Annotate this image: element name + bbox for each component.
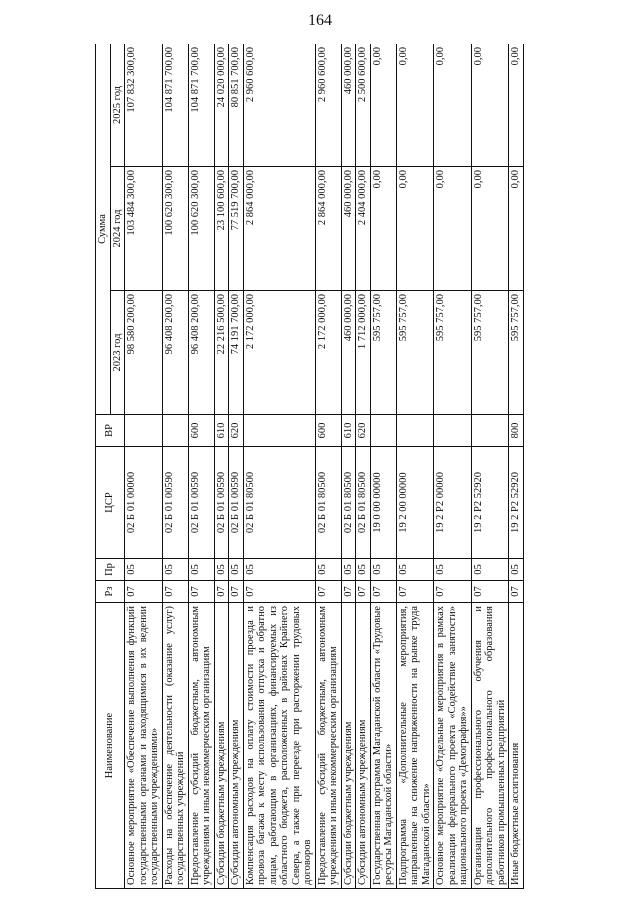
cell-rz: 07 xyxy=(471,581,509,603)
cell-name: Предоставление субсидий бюджетным, автономным учреждениям и иным некоммерческим организациям xyxy=(188,603,214,889)
cell-vr: 610 xyxy=(214,415,229,447)
cell-name: Субсидии автономным учреждениям xyxy=(229,603,244,889)
cell-pr: 05 xyxy=(243,559,315,581)
cell-name: Организация профессионального обучения и дополнительного профессионального образования работников промышленных предприятий xyxy=(471,603,509,889)
cell-pr: 05 xyxy=(214,559,229,581)
cell-2023: 595 757,00 xyxy=(434,291,472,415)
cell-2025: 0,00 xyxy=(370,44,396,167)
table-row xyxy=(341,44,356,889)
cell-2025: 0,00 xyxy=(471,44,509,167)
cell-pr: 05 xyxy=(471,559,509,581)
cell-2025: 460 000,00 xyxy=(341,44,356,167)
cell-2023: 595 757,00 xyxy=(509,291,524,415)
cell-pr: 05 xyxy=(162,559,188,581)
cell-pr: 05 xyxy=(125,559,163,581)
table-body xyxy=(125,44,524,889)
cell-name: Основное мероприятие «Обеспечение выполнения функций государственными органами и находящимися в их ведении государственными учреждениями» xyxy=(125,603,163,889)
budget-table xyxy=(95,44,524,889)
cell-2024: 103 484 300,00 xyxy=(125,167,163,291)
cell-2024: 2 864 000,00 xyxy=(315,167,341,291)
cell-csr: 19 2 00 00000 xyxy=(396,447,434,559)
cell-pr: 05 xyxy=(396,559,434,581)
cell-csr: 02 Б 01 00590 xyxy=(188,447,214,559)
table-row xyxy=(188,44,214,889)
cell-rz: 07 xyxy=(434,581,472,603)
table-row xyxy=(162,44,188,889)
header-2023: 2023 год xyxy=(110,291,125,415)
header-2024: 2024 год xyxy=(110,167,125,291)
cell-2023: 595 757,00 xyxy=(471,291,509,415)
cell-pr: 05 xyxy=(370,559,396,581)
header-csr: ЦСР xyxy=(96,447,125,559)
cell-2025: 0,00 xyxy=(509,44,524,167)
cell-csr: 02 Б 01 00000 xyxy=(125,447,163,559)
cell-2025: 0,00 xyxy=(396,44,434,167)
cell-2025: 104 871 700,00 xyxy=(188,44,214,167)
cell-2023: 74 191 700,00 xyxy=(229,291,244,415)
table-row xyxy=(356,44,371,889)
cell-2024: 460 000,00 xyxy=(341,167,356,291)
table-row xyxy=(370,44,396,889)
header-name: Наименование xyxy=(96,603,125,889)
cell-name: Субсидии автономным учреждениям xyxy=(356,603,371,889)
cell-vr xyxy=(471,415,509,447)
cell-2024: 0,00 xyxy=(471,167,509,291)
cell-pr: 05 xyxy=(229,559,244,581)
cell-vr: 600 xyxy=(188,415,214,447)
rotated-table-area xyxy=(95,44,590,889)
cell-2025: 2 500 600,00 xyxy=(356,44,371,167)
cell-vr: 600 xyxy=(315,415,341,447)
cell-vr xyxy=(162,415,188,447)
cell-csr: 19 2 P2 52920 xyxy=(509,447,524,559)
cell-rz: 07 xyxy=(396,581,434,603)
cell-2023: 595 757,00 xyxy=(396,291,434,415)
table-row xyxy=(396,44,434,889)
cell-rz: 07 xyxy=(125,581,163,603)
header-rz: Рз xyxy=(96,581,125,603)
cell-2025: 80 851 700,00 xyxy=(229,44,244,167)
cell-rz: 07 xyxy=(341,581,356,603)
cell-rz: 07 xyxy=(214,581,229,603)
cell-2023: 98 580 200,00 xyxy=(125,291,163,415)
cell-rz: 07 xyxy=(229,581,244,603)
cell-name: Компенсация расходов на оплату стоимости проезда и провоза багажа к месту использования отпуска и обратно лицам, работающим в организациях, финансируемых из областного бюджета, расположенных в районах Крайнего Севера, а также при переезде при расторжении трудовых договоров xyxy=(243,603,315,889)
cell-pr: 05 xyxy=(188,559,214,581)
cell-name: Основное мероприятие «Отдельные мероприятия в рамках реализации федерального проекта «Содействие занятости» национального проекта «Демография»» xyxy=(434,603,472,889)
cell-pr: 05 xyxy=(341,559,356,581)
cell-vr: 610 xyxy=(341,415,356,447)
cell-2025: 107 832 300,00 xyxy=(125,44,163,167)
page-number: 164 xyxy=(308,12,332,29)
header-vr: ВР xyxy=(96,415,125,447)
cell-pr: 05 xyxy=(509,559,524,581)
table-row xyxy=(214,44,229,889)
cell-2023: 460 000,00 xyxy=(341,291,356,415)
cell-2025: 24 020 000,00 xyxy=(214,44,229,167)
cell-2024: 23 100 600,00 xyxy=(214,167,229,291)
cell-2025: 2 960 600,00 xyxy=(243,44,315,167)
cell-vr xyxy=(243,415,315,447)
cell-2025: 104 871 700,00 xyxy=(162,44,188,167)
cell-csr: 19 2 P2 52920 xyxy=(471,447,509,559)
cell-2024: 100 620 300,00 xyxy=(188,167,214,291)
cell-2024: 0,00 xyxy=(434,167,472,291)
cell-rz: 07 xyxy=(243,581,315,603)
cell-name: Субсидии бюджетным учреждениям xyxy=(214,603,229,889)
cell-csr: 02 Б 01 80500 xyxy=(243,447,315,559)
cell-2023: 2 172 000,00 xyxy=(243,291,315,415)
cell-2024: 0,00 xyxy=(370,167,396,291)
header-2025: 2025 год xyxy=(110,44,125,167)
cell-vr: 620 xyxy=(229,415,244,447)
cell-csr: 02 Б 01 80500 xyxy=(315,447,341,559)
table-row xyxy=(434,44,472,889)
cell-pr: 05 xyxy=(434,559,472,581)
header-sum: Сумма xyxy=(96,44,111,415)
cell-2025: 0,00 xyxy=(434,44,472,167)
cell-2024: 0,00 xyxy=(509,167,524,291)
table-row xyxy=(315,44,341,889)
cell-vr: 800 xyxy=(509,415,524,447)
cell-rz: 07 xyxy=(315,581,341,603)
cell-2024: 2 404 000,00 xyxy=(356,167,371,291)
cell-name: Подпрограмма «Дополнительные мероприятия, направленные на снижение напряженности на рынке труда Магаданской области» xyxy=(396,603,434,889)
cell-2025: 2 960 600,00 xyxy=(315,44,341,167)
cell-2023: 96 408 200,00 xyxy=(188,291,214,415)
cell-csr: 19 2 P2 00000 xyxy=(434,447,472,559)
cell-2023: 2 172 000,00 xyxy=(315,291,341,415)
cell-rz: 07 xyxy=(162,581,188,603)
cell-csr: 02 Б 01 00590 xyxy=(214,447,229,559)
cell-name: Расходы на обеспечение деятельности (оказание услуг) государственных учреждений xyxy=(162,603,188,889)
cell-2024: 0,00 xyxy=(396,167,434,291)
cell-2024: 77 519 700,00 xyxy=(229,167,244,291)
cell-csr: 02 Б 01 00590 xyxy=(229,447,244,559)
cell-vr xyxy=(125,415,163,447)
cell-vr: 620 xyxy=(356,415,371,447)
cell-rz: 07 xyxy=(356,581,371,603)
cell-rz: 07 xyxy=(188,581,214,603)
cell-pr: 05 xyxy=(356,559,371,581)
cell-2023: 96 408 200,00 xyxy=(162,291,188,415)
table-row xyxy=(509,44,524,889)
cell-name: Субсидии бюджетным учреждениям xyxy=(341,603,356,889)
cell-2023: 22 216 500,00 xyxy=(214,291,229,415)
cell-csr: 02 Б 01 00590 xyxy=(162,447,188,559)
cell-name: Государственная программа Магаданской области «Трудовые ресурсы Магаданской области» xyxy=(370,603,396,889)
cell-name: Предоставление субсидий бюджетным, автономным учреждениям и иным некоммерческим организациям xyxy=(315,603,341,889)
cell-rz: 07 xyxy=(370,581,396,603)
cell-2023: 1 712 000,00 xyxy=(356,291,371,415)
cell-vr xyxy=(434,415,472,447)
cell-csr: 02 Б 01 80500 xyxy=(356,447,371,559)
table-row xyxy=(471,44,509,889)
header-pr: Пр xyxy=(96,559,125,581)
table-row xyxy=(229,44,244,889)
rotated-page-content xyxy=(95,44,590,889)
table-row xyxy=(243,44,315,889)
cell-rz: 07 xyxy=(509,581,524,603)
table-row xyxy=(125,44,163,889)
cell-vr xyxy=(396,415,434,447)
header-row-1 xyxy=(96,44,111,889)
cell-csr: 19 0 00 00000 xyxy=(370,447,396,559)
cell-2024: 100 620 300,00 xyxy=(162,167,188,291)
cell-2023: 595 757,00 xyxy=(370,291,396,415)
cell-pr: 05 xyxy=(315,559,341,581)
cell-name: Иные бюджетные ассигнования xyxy=(509,603,524,889)
cell-vr xyxy=(370,415,396,447)
cell-csr: 02 Б 01 80500 xyxy=(341,447,356,559)
cell-2024: 2 864 000,00 xyxy=(243,167,315,291)
